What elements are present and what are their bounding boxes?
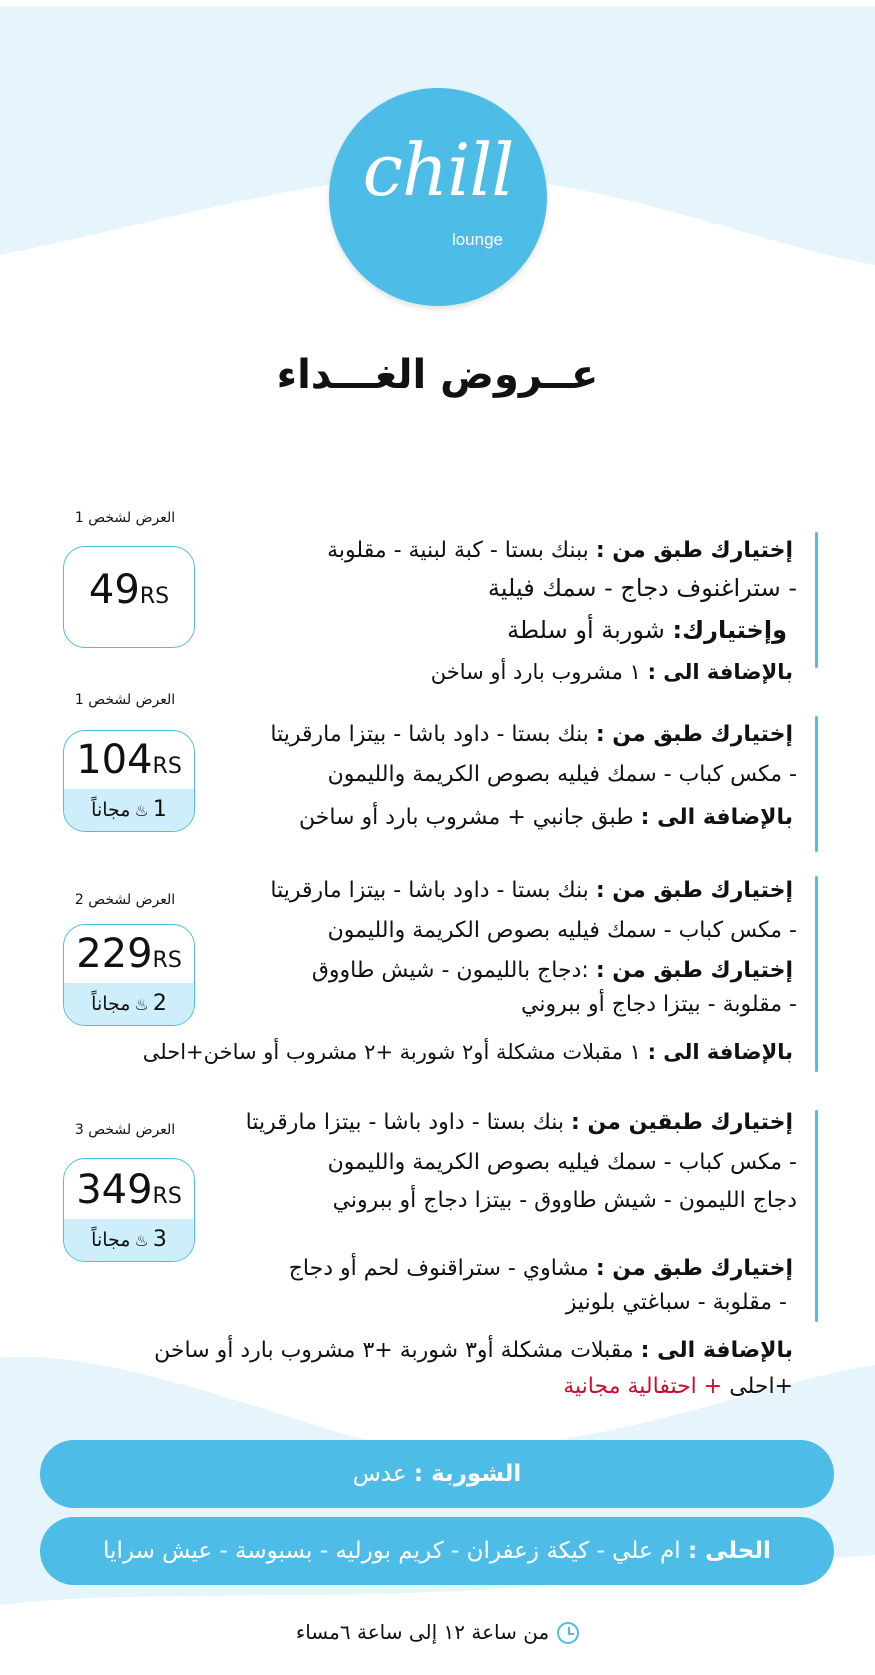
offer-1-line-4-text: ١ مشروب بارد أو ساخن	[430, 660, 648, 684]
clock-icon	[557, 1622, 579, 1644]
offer-3-divider	[815, 876, 818, 1072]
offer-2-line-2	[328, 762, 797, 787]
offer-3-line-4-text: - مقلوبة - بيتزا دجاج أو ببروني	[521, 992, 797, 1017]
offer-1-line-4	[431, 660, 793, 684]
offer-2-price-badge	[63, 730, 195, 832]
page-title: عــروض الغـــداء	[276, 352, 599, 398]
offer-1-line-4-label: بالإضافة الى :	[647, 660, 793, 684]
hookah-icon: ♨	[134, 995, 149, 1014]
hookah-icon: ♨	[134, 801, 149, 820]
offer-3-line-1-label: إختيارك طبق من :	[595, 878, 793, 903]
offer-4-line-2	[328, 1150, 797, 1175]
offer-3-price-value: 229	[76, 931, 153, 977]
offer-1-line-3	[507, 616, 787, 644]
offer-4-free-hookah	[64, 1219, 194, 1261]
offer-1-label: العرض لشخص 1	[74, 510, 176, 526]
offer-1-price-value: 49	[88, 567, 140, 613]
offer-4-celebration: احتفالية مجانية	[563, 1374, 704, 1399]
offer-3-label: العرض لشخص 2	[74, 892, 176, 908]
offer-3-price	[64, 931, 194, 977]
offer-1-divider	[815, 532, 818, 668]
offer-4-line-3	[333, 1188, 797, 1213]
offer-3-line-2-text: - مكس كباب - سمك فيليه بصوص الكريمة والليمون	[327, 918, 797, 943]
offer-4-price-badge	[63, 1158, 195, 1262]
offer-4-line-7-text: +احلى	[722, 1374, 793, 1399]
offer-4-free-text: مجاناً	[91, 1229, 131, 1251]
offer-4-line-1	[246, 1110, 793, 1135]
offer-4-price-value: 349	[76, 1167, 153, 1213]
offer-4-line-1-label: إختيارك طبقين من :	[571, 1110, 793, 1135]
offer-4-plus: +	[703, 1374, 723, 1399]
offer-3-line-3-text: :دجاج بالليمون - شيش طاووق	[311, 958, 596, 983]
offer-2-currency: RS	[152, 754, 182, 779]
offer-1-line-1	[327, 538, 793, 563]
offer-4-divider	[815, 1110, 818, 1322]
dessert-label: الحلى :	[687, 1538, 771, 1564]
offer-4-line-3-text: دجاج الليمون - شيش طاووق - بيتزا دجاج أو ببروني	[332, 1188, 797, 1213]
offer-1-line-2-text: - ستراغنوف دجاج - سمك فيلية	[487, 574, 797, 602]
offer-4-line-1-text: بنك بستا - داود باشا - بيتزا مارقريتا	[245, 1110, 572, 1135]
offer-1-line-3-text: شوربة أو سلطة	[507, 616, 673, 644]
offer-3-currency: RS	[152, 948, 182, 973]
offer-3-line-5	[143, 1040, 793, 1064]
offer-2-price	[64, 737, 194, 783]
offer-3-line-3-label: إختيارك طبق من :	[595, 958, 793, 983]
offer-1-price	[64, 567, 194, 613]
offer-1-line-3-label: وإختيارك:	[672, 616, 787, 644]
hookah-icon: ♨	[134, 1231, 149, 1250]
offer-2-line-1	[270, 722, 793, 747]
offer-3-free-hookah	[64, 983, 194, 1025]
offer-4-line-6-text: مقبلات مشكلة أو٣ شوربة +٣ مشروب بارد أو ساخن	[154, 1338, 641, 1363]
offer-4-line-6-label: بالإضافة الى :	[640, 1338, 793, 1363]
offer-1-line-2	[488, 574, 797, 602]
offer-3-line-5-text: ١ مقبلات مشكلة أو٢ شوربة +٢ مشروب أو ساخن+احلى	[142, 1040, 648, 1064]
offer-4-line-5	[566, 1290, 787, 1315]
offer-3-free-text: مجاناً	[91, 993, 131, 1015]
logo-wordmark: chill	[362, 128, 514, 212]
offer-3-line-1	[270, 878, 793, 903]
offer-3-free-count: 2	[152, 991, 167, 1016]
offer-2-line-1-label: إختيارك طبق من :	[595, 722, 793, 747]
offer-3-line-1-text: بنك بستا - داود باشا - بيتزا مارقريتا	[270, 878, 596, 903]
offer-3-line-3	[312, 958, 793, 983]
dessert-text: ام علي - كيكة زعفران - كريم بورليه - بسبوسة - عيش سرايا	[103, 1538, 688, 1564]
offer-4-line-4	[289, 1256, 793, 1281]
offer-4-free-count: 3	[152, 1227, 167, 1252]
offer-2-price-value: 104	[76, 737, 153, 783]
chill-lounge-logo	[329, 88, 547, 306]
offer-4-line-4-label: إختيارك طبق من :	[595, 1256, 793, 1281]
offer-1-price-badge	[63, 546, 195, 648]
offer-2-divider	[815, 716, 818, 852]
offer-3-line-4	[521, 992, 797, 1017]
offer-3-line-2	[328, 918, 797, 943]
offer-4-label: العرض لشخص 3	[74, 1122, 176, 1138]
offer-2-free-count: 1	[152, 797, 167, 822]
offer-4-currency: RS	[152, 1184, 182, 1209]
logo-subtitle: lounge	[451, 230, 503, 249]
offer-2-free-hookah	[64, 789, 194, 831]
offer-2-line-3-text: طبق جانبي + مشروب بارد أو ساخن	[299, 805, 641, 830]
offer-2-line-3-label: بالإضافة الى :	[640, 805, 793, 830]
offer-4-line-6	[154, 1338, 793, 1363]
offer-1-line-1-label: إختيارك طبق من :	[595, 538, 793, 563]
offer-4-line-7	[563, 1374, 793, 1399]
offer-2-label: العرض لشخص 1	[74, 692, 176, 708]
soup-label: الشوربة :	[413, 1461, 522, 1487]
offer-2-line-2-text: - مكس كباب - سمك فيليه بصوص الكريمة والليمون	[327, 762, 797, 787]
offer-3-price-badge	[63, 924, 195, 1026]
opening-hours	[0, 1620, 875, 1644]
offer-2-free-text: مجاناً	[91, 799, 131, 821]
offer-3-line-5-label: بالإضافة الى :	[647, 1040, 793, 1064]
offer-4-line-4-text: مشاوي - ستراقنوف لحم أو دجاج	[288, 1256, 596, 1281]
offer-1-currency: RS	[139, 584, 170, 609]
offer-4-line-2-text: - مكس كباب - سمك فيليه بصوص الكريمة والليمون	[327, 1150, 797, 1175]
offer-4-price	[64, 1167, 194, 1213]
offer-2-line-1-text: بنك بستا - داود باشا - بيتزا مارقريتا	[270, 722, 596, 747]
opening-hours-text: من ساعة ١٢ إلى ساعة ٦مساء	[295, 1620, 550, 1644]
offer-2-line-3	[299, 805, 793, 830]
offer-4-line-5-text: - مقلوبة - سباغتي بلونيز	[565, 1290, 787, 1315]
soup-banner	[40, 1440, 834, 1508]
dessert-banner	[40, 1517, 834, 1585]
offer-1-line-1-text: ببنك بستا - كبة لبنية - مقلوبة	[327, 538, 596, 563]
soup-text: عدس	[352, 1461, 414, 1487]
